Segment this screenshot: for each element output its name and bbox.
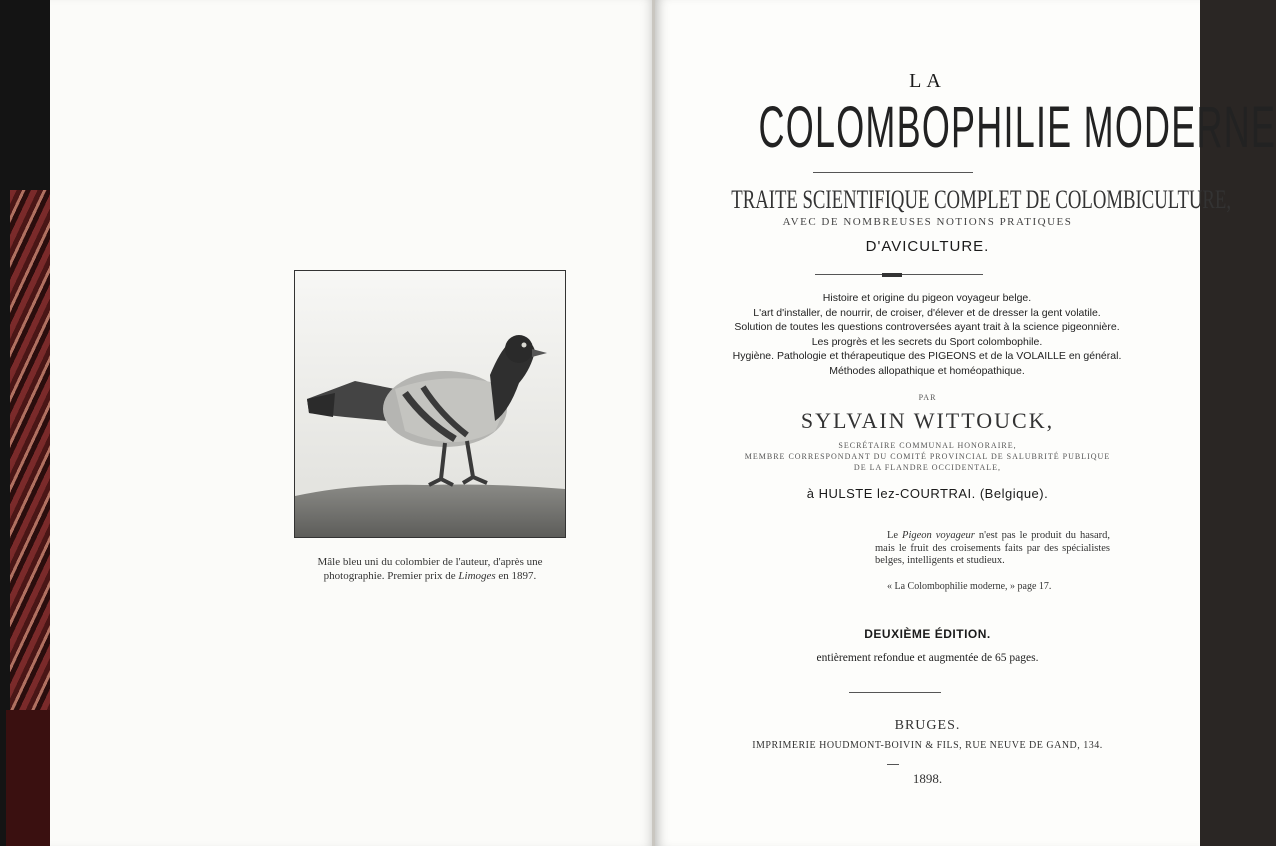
epigraph-text: Le bbox=[886, 530, 903, 541]
par-label: PAR bbox=[918, 393, 937, 402]
title-rule bbox=[813, 172, 973, 173]
ornament bbox=[882, 273, 902, 277]
subtitle-line-2: AVEC DE NOMBREUSES NOTIONS PRATIQUES bbox=[782, 216, 1073, 228]
title-article: LA bbox=[909, 70, 946, 92]
marbled-edge bbox=[10, 190, 52, 710]
left-page bbox=[50, 0, 655, 846]
author-title-2: MEMBRE CORRESPONDANT DU COMITÉ PROVINCIAL DE SALUBRITÉ PUBLIQUE bbox=[744, 452, 1111, 461]
epigraph-italic: Pigeon voyageur bbox=[902, 530, 975, 541]
contents-line: L'art d'installer, de nourrir, de croiser, d'élever et de dresser la gent volatile. bbox=[753, 306, 1101, 319]
epigraph-text-rest: n'est pas le produit du hasard, mais le fruit des croisements faits par des spécialistes belges, intelligents et studieux. bbox=[875, 530, 1110, 566]
epigraph-reference: « La Colombophilie moderne, » page 17. bbox=[887, 581, 1052, 592]
photo-caption bbox=[250, 555, 610, 583]
caption-text: photographie. Premier prix de bbox=[323, 570, 459, 582]
contents-line: Hygiène. Pathologie et thérapeutique des PIGEONS et de la VOLAILLE en général. bbox=[732, 350, 1122, 363]
contents-line: Histoire et origine du pigeon voyageur belge. bbox=[822, 292, 1032, 304]
contents-line: Solution de toutes les questions controversées ayant trait à la science pigeonnière. bbox=[734, 321, 1120, 334]
publisher-city: BRUGES. bbox=[894, 718, 961, 733]
printer-line: IMPRIMERIE HOUDMONT-BOIVIN & FILS, RUE NEUVE DE GAND, 134. bbox=[752, 740, 1103, 751]
caption-line-1: Mâle bleu uni du colombier de l'auteur, d'après une bbox=[317, 556, 543, 568]
title-page bbox=[655, 0, 1276, 846]
author-title-1: SECRÉTAIRE COMMUNAL HONORAIRE, bbox=[838, 441, 1017, 450]
caption-line-2 bbox=[250, 569, 610, 583]
binding-edge bbox=[6, 710, 56, 846]
edition-rule bbox=[849, 692, 941, 693]
author-place: à HULSTE lez-COURTRAI. (Belgique). bbox=[806, 486, 1049, 501]
subtitle-line-1: TRAITE SCIENTIFIQUE COMPLET DE COLOMBICULTURE, bbox=[731, 185, 1232, 214]
pigeon-photograph bbox=[294, 270, 566, 538]
contents-list bbox=[667, 291, 1187, 379]
subtitle-line-3: D'AVICULTURE. bbox=[865, 238, 990, 255]
year-rule bbox=[887, 764, 899, 765]
publication-year: 1898. bbox=[912, 771, 943, 786]
caption-text-end: en 1897. bbox=[495, 570, 537, 582]
epigraph bbox=[875, 530, 1110, 568]
contents-line: Les progrès et les secrets du Sport colombophile. bbox=[811, 335, 1043, 348]
author-name: SYLVAIN WITTOUCK, bbox=[800, 408, 1055, 433]
edition-label: DEUXIÈME ÉDITION. bbox=[864, 627, 991, 641]
caption-place: Limoges bbox=[458, 570, 496, 582]
edition-note: entièrement refondue et augmentée de 65 pages. bbox=[816, 652, 1039, 664]
author-title-3: DE LA FLANDRE OCCIDENTALE, bbox=[853, 463, 1002, 472]
contents-line: Méthodes allopathique et homéopathique. bbox=[829, 364, 1025, 377]
main-title: COLOMBOPHILIE MODERNE bbox=[758, 95, 1276, 160]
